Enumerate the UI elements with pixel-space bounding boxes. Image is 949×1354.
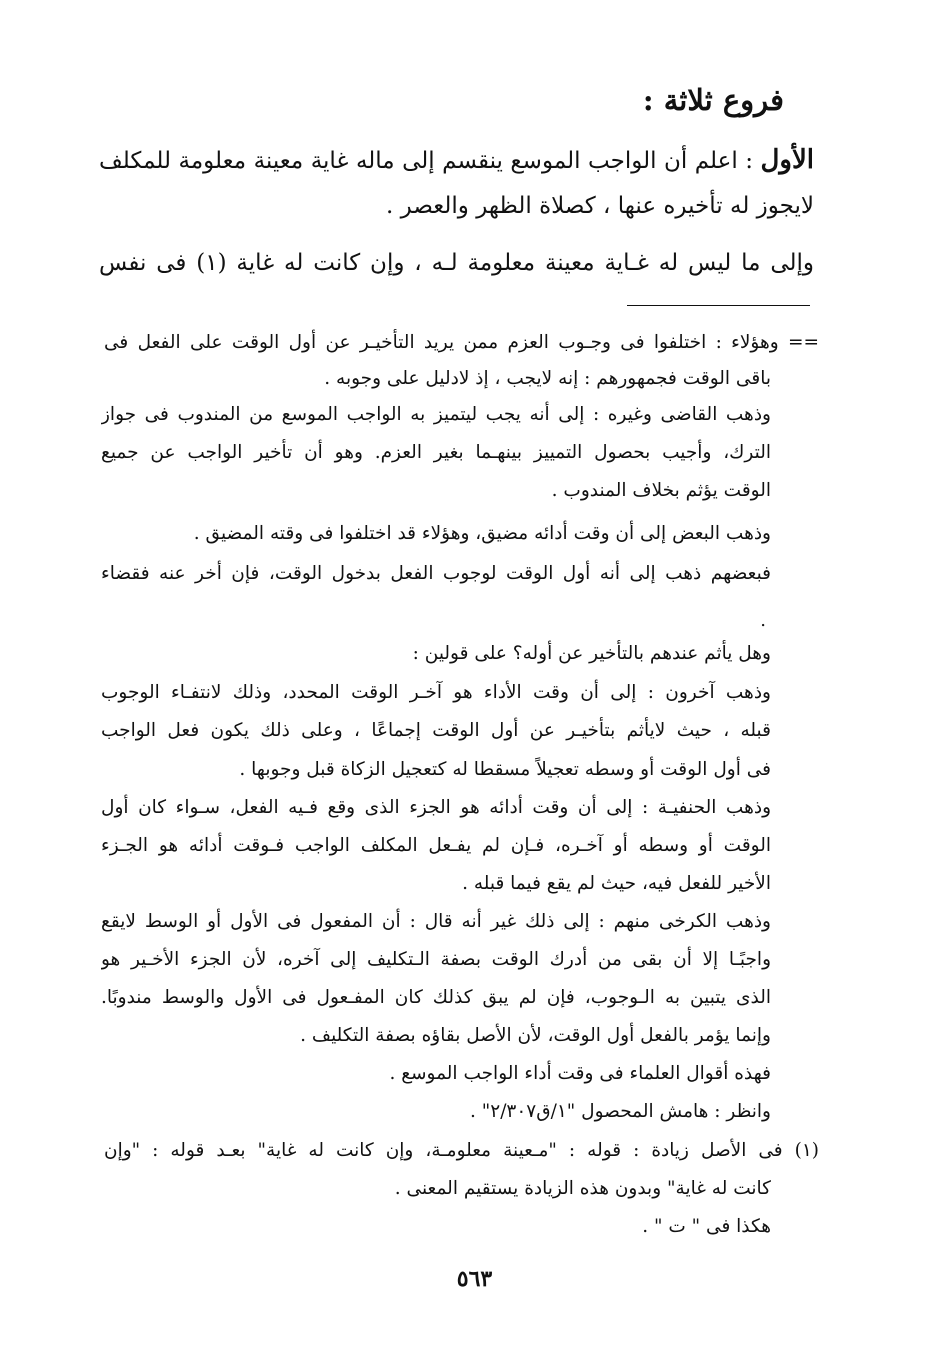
- footnote-line-20: فهذه أقوال العلماء فى وقت أداء الواجب الموسع .: [389, 1063, 771, 1084]
- footnote-line-4: الترك، وأجيب بحصول التمييز بينهـما بغير العزم. وهو أن تأخير الواجب عن جميع: [101, 442, 771, 463]
- footnote-line-11: قبله ، حيث لايأثم بتأخيـر عن أول الوقت إجماعًا ، وعلى ذلك يكون فعل الواجب: [101, 720, 771, 741]
- footnote-line-19: وإنما يؤمر بالفعل أول الوقت، لأن الأصل بقاؤه بصفة التكليف .: [300, 1025, 771, 1046]
- section-heading: فروع ثلاثة :: [642, 83, 784, 117]
- body-line-2: لايجوز له تأخيره عنها ، كصلاة الظهر والعصر .: [386, 193, 814, 219]
- footnote-line-12: فى أول الوقت أو وسطه تعجيلاً مسقطا له كتعجيل الزكاة قبل وجوبها .: [239, 759, 771, 780]
- footnote-line-14: الوقت أو وسطه أو آخـره، فـإن لم يفـعل المكلف الواجب فـوقت أدائه هو الجـزء: [101, 835, 771, 856]
- footnote-line-7: فبعضهم ذهب إلى أنه أول الوقت لوجوب الفعل بدخول الوقت، فإن أخر عنه فقضاء: [101, 563, 771, 584]
- footnote-line-1: == وهؤلاء : اختلفوا فى وجـوب العزم ممن يريد التأخيـر عن أول الوقت على الفعل فى: [104, 332, 819, 353]
- footnote-line-9: وهل يأثم عندهم بالتأخير عن أوله؟ على قولين :: [412, 643, 771, 664]
- body-line-1: [99, 140, 814, 181]
- body-line-1-text: : اعلم أن الواجب الموسع ينقسم إلى ماله غاية معينة معلومة للمكلف: [99, 148, 754, 174]
- first-item-label: الأول: [760, 145, 814, 175]
- footnote-line-15: الأخير للفعل فيه، حيث لم يقع فيما قبله .: [462, 873, 771, 894]
- page-number: ٥٦٣: [456, 1266, 493, 1292]
- footnote-line-10: وذهب آخرون : إلى أن وقت الأداء هو آخـر الوقت المحدد، وذلك لانتفـاء الوجوب: [101, 682, 771, 703]
- footnote-line-18: الذى يتبين به الـوجوب، فإن لم يبق كذلك كان المفـعول فى الأول والوسط مندوبًا.: [101, 987, 771, 1008]
- body-line-3: وإلى ما ليس له غـاية معينة معلومة لـه ، وإن كانت له غاية (١) فى نفس: [99, 250, 814, 276]
- footnote-line-22: (١) فى الأصل زيادة : قوله : "مـعينة معلومـة، وإن كانت له غاية" بعـد قوله : "وإن: [104, 1140, 819, 1161]
- footnote-line-3: وذهب القاضى وغيره : إلى أنه يجب ليتميز به الواجب الموسع من المندوب فى جواز: [101, 404, 771, 425]
- footnote-line-5: الوقت يؤثم بخلاف المندوب .: [551, 480, 771, 501]
- footnote-line-17: واجبًـا إلا أن بقى من أدرك الوقت بصفة الـتكليف إلى آخره، لأن الجزء الأخـير هو: [101, 949, 771, 970]
- footnote-line-16: وذهب الكرخى منهم : إلى ذلك غير أنه قال : أن المفعول فى الأول أو الوسط لايقع: [101, 911, 771, 932]
- footnote-line-21: وانظر : هامش المحصول "١/ق٢/٣٠٧" .: [469, 1101, 771, 1122]
- footnote-line-8: .: [760, 610, 766, 631]
- footnote-line-23: كانت له غاية" وبدون هذه الزيادة يستقيم المعنى .: [394, 1178, 771, 1199]
- footnote-line-13: وذهب الحنفيـة : إلى أن وقت أدائه هو الجزء الذى وقع فـيه الفعل، سـواء كان أول: [101, 797, 771, 818]
- footnote-line-2: باقى الوقت فجمهورهم : إنه لايجب ، إذ لادليل على وجوبه .: [324, 368, 771, 389]
- footnote-line-6: وذهب البعض إلى أن وقت أدائه مضيق، وهؤلاء قد اختلفوا فى وقته المضيق .: [193, 523, 771, 544]
- footnote-separator: [627, 305, 810, 306]
- footnote-line-24: هكذا فى " ت " .: [642, 1216, 771, 1237]
